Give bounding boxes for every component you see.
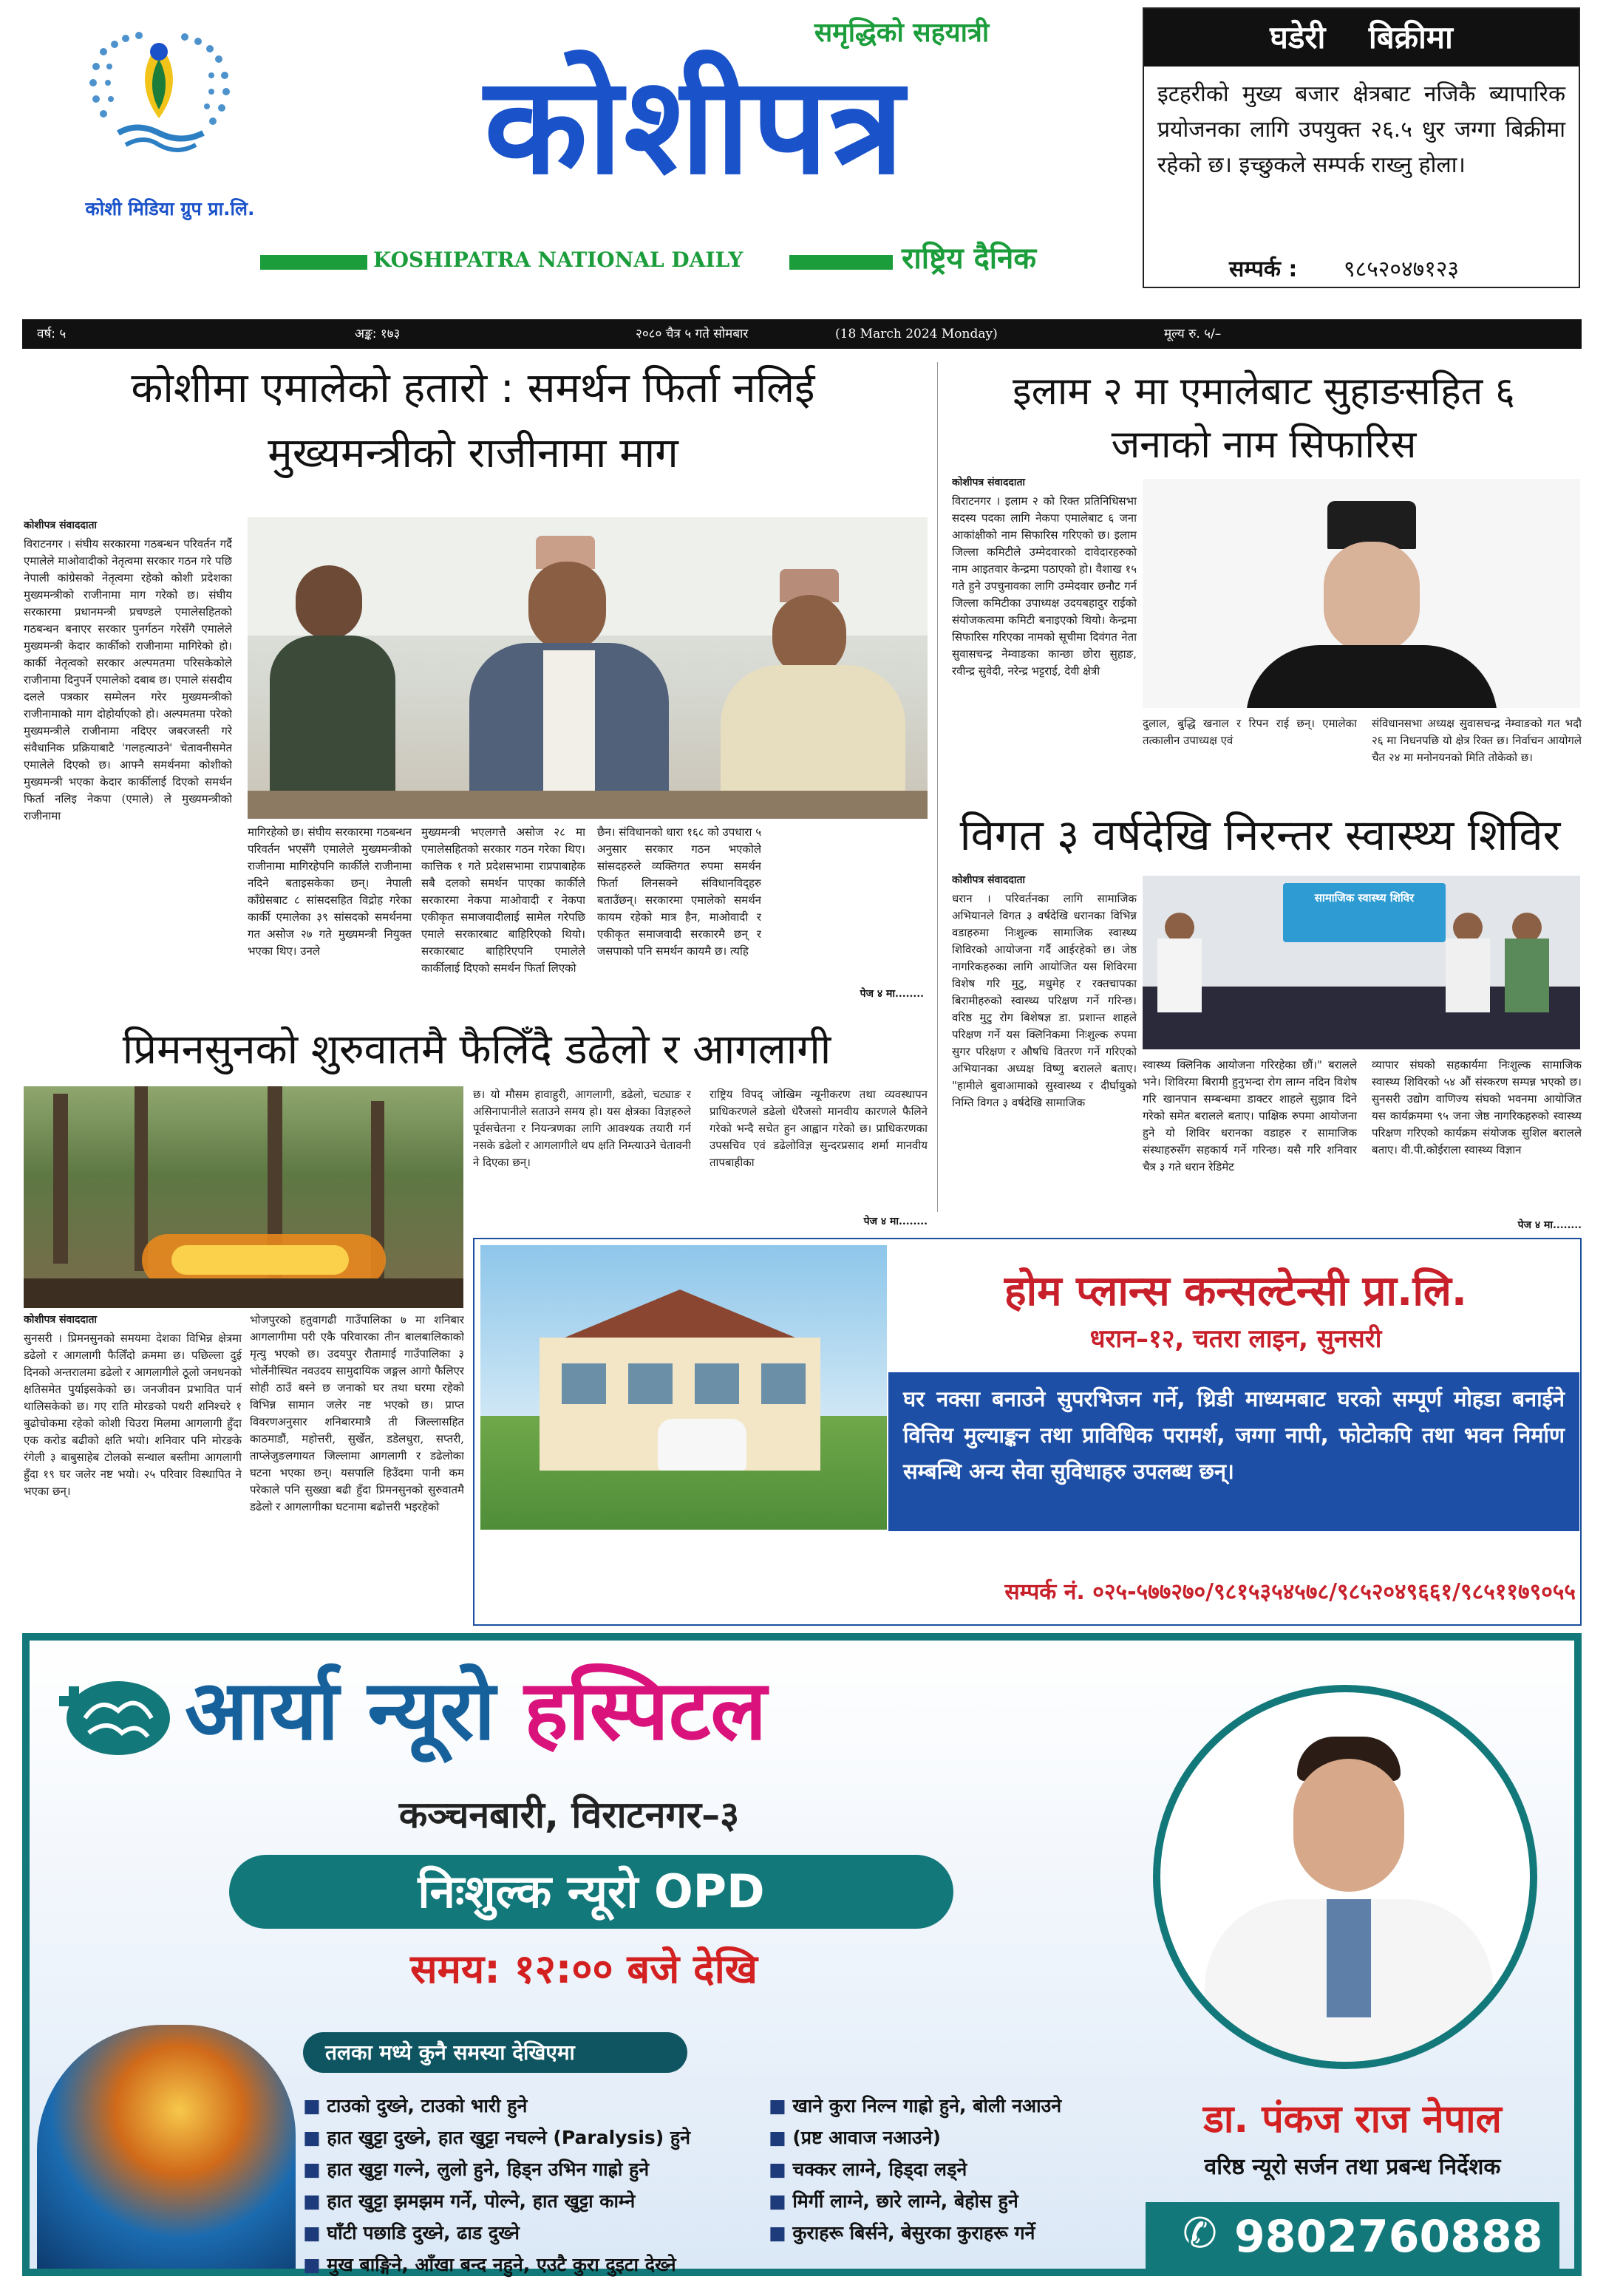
- phone-box: [1146, 2202, 1559, 2269]
- story1-col4: [597, 824, 761, 1001]
- story3-text1: धरान । परिवर्तनका लागि सामाजिक अभियानले विगत ३ वर्षदेखि धरानका विभिन्न वडाहरुमा निःशुल्क सामाजिक स्वास्थ्य शिविरको आयोजना गर्दै आईरहेको छ। जेष्ठ नागरिकहरुका लागि आयोजित यस शिविरमा विशेष गरि मुटु, मधुमेह र रक्तचापका बिरामीहरुको स्वास्थ्य परिक्षण गर्ने गरिन्छ। वरिष्ठ मुटु रोग बिशेषज्ञ डा. प्रशान्त शाहले परिक्षण गर्ने यस क्लिनिकमा निःशुल्क रुपमा सुगर परिक्षण र औषधि वितरण गर्ने गरिएको अभियानका अध्यक्ष विष्णु बरालले बताए। "हामीले बुवाआमाको सुस्वास्थ्य र दीर्घायुको निम्ति विगत ३ वर्षदेखि सामाजिक: [952, 892, 1137, 1109]
- story1-headline-line2: मुख्यमन्त्रीको राजीनामा माग: [268, 429, 678, 477]
- story4-headline: प्रिमनसुनको शुरुवातमै फैलिँदै डढेलो र आगलागी: [122, 1026, 831, 1074]
- story2-text3: संविधानसभा अध्यक्ष सुवासचन्द्र नेम्वाङको गत भदौ २६ मा निधनपछि यो क्षेत्र रिक्त छ। निर्वाचन आयोगले चैत २४ मा मनोनयनको मिति तोकेको छ।: [1372, 717, 1582, 764]
- story4-text2: भोजपुरको हतुवागढी गाउँपालिका ७ मा शनिबार आगलागीमा परी एकै परिवारका तीन बालबालिकाको मृत्यु भएको छ। उदयपुर रौतामाई गाउँपालिका ३ भोर्लेनीस्थित नवउदय सामुदायिक जङ्गल आगो फैलिएर सोही ठाउँ बस्ने छ जनाको घर तथा घरमा रहेको विभिन्न सामान जलेर नष्ट भएको छ। प्राप्त विवरणअनुसार शनिबारमात्रै ती जिल्लासहित काठमाडौं, महोत्तरी, सुर्खेत, डडेलधुरा, सप्तरी, ताप्लेजुङलगायत जिल्लामा आगलागी र डढेलोका घटना भएका छन्। यसपालि हिउँदमा पानी कम परेकाले पनि सुख्खा बढी हुँदा प्रिमनसुनको सुरुवातमै डढेलो र आगलागीका घटनामा बढोत्तरी भइरहेको: [250, 1313, 464, 1513]
- story1-text1: विराटनगर । संघीय सरकारमा गठबन्धन परिवर्तन गर्दै एमालेले माओवादीको नेतृत्वमा सरकार गठन गरे पछि नेपाली कांग्रेसको नेतृत्वमा रहेको कोशी प्रदेशका मुख्यमन्त्रीको राजीनामा माग गरेको छ। संघीय सरकारमा प्रधानमन्त्री प्रचण्डले एमालेसहितको गठबन्धन बनाएर सरकार पुनर्गठन गरेसँगै एमालेले मुख्यमन्त्री केदार कार्कीको राजीनामा मागिरेको हो। कार्की नेतृत्वको सरकार अल्पमतमा परिसकेकोले राजीनामा दिनुपर्ने एमालेको दबाब छ। एमाले संसदीय दलले पत्रकार सम्मेलन गरेर मुख्यमन्त्रीको राजीनामाको माग दोहोर्याएको हो। अल्पमतमा परेको मुख्यमन्त्रीले राजीनामा नदिएर जबरजस्ती गरे संवैधानिक प्रक्रियाबाटै 'गलहत्याउने' चेतावनीसमेत एमालेले दिएको छ। आफ्नै समर्थनमा कोशीको मुख्यमन्त्री भएका केदार कार्कीलाई दिएको समर्थन फिर्ता नलिइ नेकपा (एमाले) ले मुख्यमन्त्रीको राजीनामा: [24, 537, 232, 822]
- story2-col1: [952, 474, 1137, 800]
- hospital-ad: [22, 1633, 1582, 2276]
- problems-right-list: [769, 2090, 1168, 2249]
- masthead: [0, 0, 1606, 310]
- story1-col2: [248, 824, 412, 1016]
- info-bar: [22, 319, 1582, 349]
- homeplans-address: धरान–१२, चतरा लाइन, सुनसरी: [1089, 1324, 1382, 1354]
- problem-item: ■ चक्कर लाग्ने, हिड्दा लड्ने: [769, 2153, 1168, 2185]
- head-illustration: [37, 2025, 296, 2269]
- problem-item: ■ घाँटी पछाडि दुख्ने, ढाड दुख्ने: [303, 2217, 776, 2249]
- hospital-name: [185, 1655, 1146, 1766]
- problems-heading: तलका मध्ये कुनै समस्या देखिएमा: [325, 2040, 575, 2065]
- homeplans-services: [888, 1372, 1579, 1531]
- story2-headline-line1: इलाम २ मा एमालेबाट सुहाङसहित ६: [1013, 369, 1515, 414]
- story2-col2: [1143, 715, 1357, 797]
- hospital-address: कञ्चनबारी, विराटनगर–३: [398, 1793, 740, 1836]
- problem-item: ■ मिर्गी लाग्ने, छारे लाग्ने, बेहोस हुने: [769, 2185, 1168, 2217]
- homeplans-body: घर नक्सा बनाउने सुपरभिजन गर्ने, थ्रिडी माध्यमबाट घरको सम्पूर्ण मोहडा बनाईने वित्तिय मुल्याङ्कन तथा प्राविधिक परामर्श, जग्गा नापी, फोटोकपि तथा भवन निर्माण सम्बन्धि अन्य सेवा सुविधाहरु उपलब्ध छन्।: [903, 1386, 1565, 1484]
- hospital-name-part2: हस्पिटल: [524, 1663, 767, 1759]
- story3-byline: कोशीपत्र संवाददाता: [952, 874, 1026, 886]
- classified-header: घडेरी बिक्रीमा: [1144, 9, 1579, 67]
- green-rule-right: [789, 255, 893, 270]
- green-rule-left: [260, 255, 367, 270]
- story4-col1: [24, 1312, 242, 1633]
- story4-photo: [24, 1086, 463, 1308]
- doctor-title: वरिष्ठ न्यूरो सर्जन तथा प्रबन्ध निर्देशक: [1204, 2154, 1501, 2180]
- story1-col3: [421, 824, 585, 1016]
- story3-headline: विगत ३ वर्षदेखि निरन्तर स्वास्थ्य शिविर: [959, 810, 1561, 860]
- classified-box: [1143, 7, 1580, 288]
- story4-text-top1: छ। यो मौसम हावाहुरी, आगलागी, डढेलो, चट्याङ र असिनापानीले सताउने समय हो। यस क्षेत्रका विज्ञहरुले पूर्वसचेतना र नियन्त्रणका लागि आवश्यक तयारी गर्न नसके डढेलो र आगलागीले थप क्षति निम्त्याउने चेतावनी ने दिएका छन्।: [473, 1088, 691, 1169]
- problems-heading-box: [303, 2032, 687, 2073]
- story3-text2: स्वास्थ्य क्लिनिक आयोजना गरिरहेका छौं।" बरालले भने। शिविरमा बिरामी हुनुभन्दा रोग लाग्न नदिन विशेष गरि खानपान सम्बन्धमा डाक्टर शाहले सुझाव दिने गरेको समेत बरालले बताए। पाक्षिक रुपमा आयोजना हुने यो शिविर धरानका वडाहरु र सामाजिक संस्थाहरुसँग सहकार्य गर्ने गरिन्छ। यसै गरि शनिवार चैत्र ३ गते धरान रेडिमेट: [1143, 1058, 1357, 1173]
- info-date-np: २०८० चैत्र ५ गते सोमबार: [636, 327, 749, 341]
- story1-text3: मुख्यमन्त्री भएलगत्तै असोज २८ मा एमालेसहितको सरकार गठन गरेका थिए। कात्तिक १ गते प्रदेशसभामा राप्रपाबाहेक सबै दलको समर्थन पाएका कार्कीले सरकारमा नेकपा माओवादी र नेकपा एकीकृत समाजवादीलाई सामेल गरेपछि एमाले सरकारबाट बाहिरिएको थियो। सरकारबाट बाहिरिएपनि एमालेले कार्कीलाई दिएको समर्थन फिर्ता लिएको: [421, 825, 585, 975]
- story2-byline: कोशीपत्र संवाददाता: [952, 477, 1026, 488]
- hospital-name-part1: आर्या न्यूरो: [185, 1663, 496, 1759]
- story2-photo: [1143, 479, 1580, 708]
- problems-left-list: [303, 2090, 776, 2280]
- koshi-media-logo: [74, 15, 244, 163]
- column-divider: [937, 362, 938, 1212]
- subtitle: राष्ट्रिय दैनिक: [902, 242, 1037, 276]
- homeplans-house-image: [480, 1245, 887, 1530]
- story1-photo: [248, 517, 928, 819]
- problem-item: ■ टाउको दुख्ने, टाउको भारी हुने: [303, 2090, 776, 2122]
- story1-headline-line1: कोशीमा एमालेको हतारो : समर्थन फिर्ता नलिई: [131, 364, 815, 412]
- info-issue: अङ्क: १७३: [355, 327, 401, 341]
- info-year: वर्ष: ५: [37, 327, 67, 341]
- info-date-en: (18 March 2024 Monday): [835, 327, 998, 341]
- problem-item: ■ हात खुट्टा झमझम गर्ने, पोल्ने, हात खुट्टा काम्ने: [303, 2185, 776, 2217]
- story3-continued: पेज ४ मा........: [1517, 1219, 1582, 1231]
- classified-contact-label: सम्पर्क :: [1229, 256, 1298, 282]
- story3-photo: [1143, 876, 1580, 1049]
- story4-col-top1: [473, 1086, 691, 1234]
- story1-byline: कोशीपत्र संवाददाता: [24, 520, 98, 531]
- opd-time: समय: १२:०० बजे देखि: [410, 1946, 758, 1992]
- homeplans-title: होम प्लान्स कन्सल्टेन्सी प्रा.लि.: [1004, 1267, 1468, 1315]
- phone-number: 9802760888: [1234, 2211, 1543, 2263]
- story4-byline: कोशीपत्र संवाददाता: [24, 1314, 98, 1326]
- company-name: कोशी मिडिया ग्रुप प्रा.लि.: [85, 198, 255, 219]
- story4-col-top2: [710, 1086, 928, 1212]
- story1-text4: छैन। संविधानको धारा १६८ को उपधारा ५ अनुसार सरकार गठन भएकोले सांसदहरुले व्यक्तिगत रुपमा समर्थन फिर्ता लिनसक्ने संविधानविद्हरु बताउँछन्। सरकारमा एमालेको समर्थन कायम रहेको मात्र हैन, माओवादी र एकीकृत समाजवादी सरकारमै छन् र जसपाको पनि समर्थन कायमै छ। त्यहि: [597, 825, 761, 958]
- story1-text2: मागिरहेको छ। संघीय सरकारमा गठबन्धन परिवर्तन भएसँगै एमालेले मुख्यमन्त्रीको राजीनामा मागिरहेपनि कार्कीले राजीनामा नदिने बताइसकेका छन्। नेपाली काँग्रेसबाट ८ सांसदसहित विद्रोह गरेका कार्की एमालेका ३९ सांसदको समर्थनमा गत असोज २७ गते मुख्यमन्त्री नियुक्त भएका थिए। उनले: [248, 825, 412, 958]
- opd-banner: [229, 1855, 953, 1929]
- homeplans-contact: सम्पर्क नं. ०२५-५७७२७०/९८१५३५४५७८/९८५२०४९६६१/९८५११७९०५५: [1004, 1579, 1576, 1605]
- brain-logo-icon: [55, 1674, 174, 1770]
- story4-text-top2: राष्ट्रिय विपद् जोखिम न्यूनीकरण तथा व्यवस्थापन प्राधिकरणले डढेलो धेरैजसो मानवीय कारणले फैलिने गरेको भन्दै सचेत हुन आह्वान गरेको छ। प्राधिकरणका उपसचिव एवं डढेलोविज्ञ सुन्दरप्रसाद शर्मा मानवीय तापबाहीका: [710, 1088, 928, 1169]
- story4-text1: सुनसरी । प्रिमनसुनको समयमा देशका विभिन्न क्षेत्रमा डढेलो र आगलागी फैलिँदो क्रममा छ। पछिल्ला दुई दिनको अन्तरालमा डढेलो र आगलागीले ठूलो जनधनको क्षतिसमेत पुर्याइसकेको छ। जनजीवन प्रभावित पार्न थालिसकेको छ। गए राति मोरङको पथरी शनिश्चरे १ बुढोचोकमा रहेको कोशी चिउरा मिलमा आगलागी हुँदा एक करोड बढीको क्षति भयो। शनिवार पनि मोरङके रंगेली ३ बाबुसाहेब टोलको सन्थाल बस्तीमा आगलागी हुँदा १९ घर जलेर नष्ट भयो। २५ परिवार विस्थापित ने भएका छन्।: [24, 1332, 242, 1498]
- masthead-title: कोशीपत्र: [484, 47, 905, 204]
- english-name: KOSHIPATRA NATIONAL DAILY: [373, 248, 744, 272]
- classified-body: इटहरीको मुख्य बजार क्षेत्रबाट नजिकै ब्यापारिक प्रयोजनका लागि उपयुक्त २६.५ धुर जग्गा बिक्रीमा रहेको छ। इच्छुकले सम्पर्क राख्नु होला।: [1157, 81, 1565, 178]
- problem-item: ■ हात खुट्टा गल्ने, लुलो हुने, हिड्न उभिन गाह्रो हुने: [303, 2153, 776, 2185]
- info-price: मूल्य रु. ५/–: [1164, 327, 1222, 341]
- story3-col3: [1372, 1057, 1582, 1219]
- opd-text: निःशुल्क न्यूरो OPD: [418, 1864, 765, 1918]
- tagline: समृद्धिको सहयात्री: [814, 18, 990, 48]
- story1-col1: [24, 517, 232, 961]
- story2-text1: विराटनगर । इलाम २ को रिक्त प्रतिनिधिसभा सदस्य पदका लागि नेकपा एमालेबाट ६ जना आकांक्षीको नाम सिफारिस गरिएको छ। इलाम जिल्ला कमिटीले उम्मेदवारको दावेदारहरुको नाम आइतवार केन्द्रमा पठाएको हो। वैशाख १५ गते हुने उपचुनावका लागि उम्मेदवार छनौट गर्न जिल्ला कमिटीका उपाध्यक्ष उदयबहादुर राईको संयोजकत्वमा कमिटी बनाइएको थियो। केन्द्रमा सिफारिस गरिएका नामको सूचीमा दिवंगत नेता सुवासचन्द्र नेम्वाङका कान्छा छोरा सुहाङ, रवीन्द्र सुवेदी, नरेन्द्र भट्टराई, देवी क्षेत्री: [952, 494, 1137, 678]
- problem-item: ■ (प्रष्ट आवाज नआउने): [769, 2122, 1168, 2153]
- story4-continued: पेज ४ मा........: [863, 1216, 928, 1227]
- classified-contact-number: ९८५२०४७१२३: [1344, 256, 1459, 282]
- story3-text3: व्यापार संघको सहकार्यमा निःशुल्क सामाजिक स्वास्थ्य शिविरको ५४ औं संस्करण सम्पन्न भएको छ। सुनसरी उद्योग वाणिज्य संघको भवनमा आयोजित यस कार्यक्रममा ९५ जना जेष्ठ नागरिकहरुको स्वास्थ्य परिक्षण गरिएको कार्यक्रम संयोजक सुशिल बरालले बताए। वी.पी.कोईराला स्वास्थ्य विज्ञान: [1372, 1058, 1582, 1156]
- story1-continued: पेज ४ मा........: [860, 988, 924, 1000]
- problem-item: ■ मुख बाङ्गिने, आँखा बन्द नहुने, एउटै कुरा दुइटा देख्ने: [303, 2249, 776, 2280]
- homeplans-ad: [473, 1238, 1582, 1626]
- problem-item: ■ खाने कुरा निल्न गाह्रो हुने, बोली नआउने: [769, 2090, 1168, 2122]
- story4-col2: [250, 1312, 464, 1633]
- story3-col2: [1143, 1057, 1357, 1234]
- doctor-portrait: [1153, 1685, 1537, 2069]
- story3-banner-text: सामाजिक स्वास्थ्य शिविर: [1314, 891, 1415, 905]
- problem-item: ■ कुराहरू बिर्सने, बेसुरका कुराहरू गर्ने: [769, 2217, 1168, 2249]
- problem-item: ■ हात खुट्टा दुख्ने, हात खुट्टा नचल्ने (Paralysis) हुने: [303, 2122, 776, 2153]
- phone-icon: ✆: [1183, 2210, 1217, 2258]
- doctor-name: डा. पंकज राज नेपाल: [1203, 2097, 1502, 2142]
- story2-col3: [1372, 715, 1582, 797]
- story2-headline-line2: जनाको नाम सिफारिस: [1111, 423, 1417, 467]
- story3-col1: [952, 872, 1137, 1234]
- story2-text2: दुलाल, बुद्धि खनाल र रिपन राई छन्। एमालेका तत्कालीन उपाध्यक्ष एवं: [1143, 717, 1357, 747]
